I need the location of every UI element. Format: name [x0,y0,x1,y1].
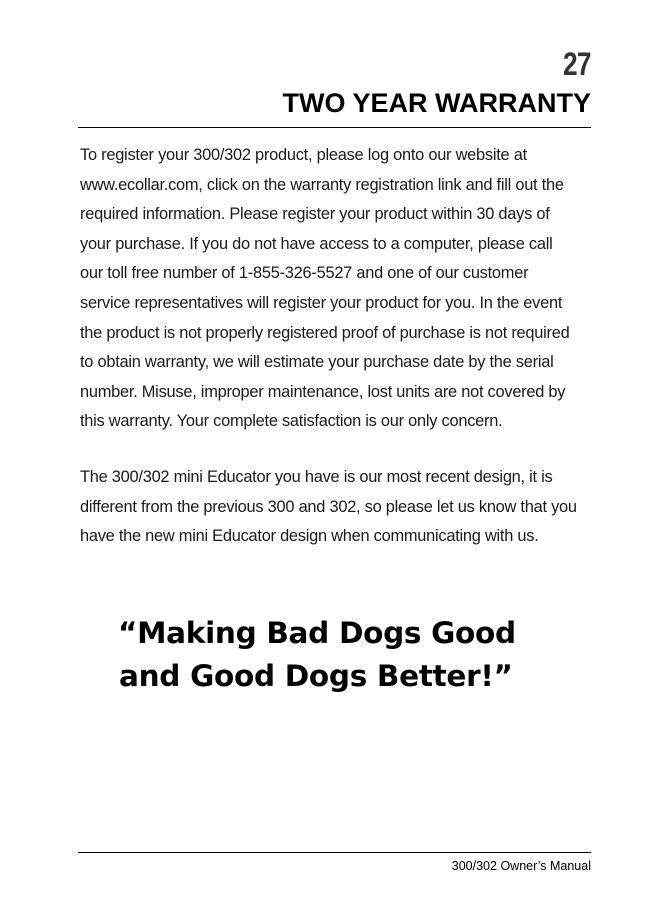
warranty-registration-paragraph [80,141,600,437]
footer-divider [78,852,591,853]
paragraph-line: The 300/302 mini Educator you have is our most recent design, it is [80,468,553,486]
paragraph-line: To register your 300/302 product, please log onto our website at [80,146,527,164]
paragraph-line: required information. Please register your product within 30 days of [80,205,550,224]
slogan-line-1: “Making Bad Dogs Good [118,616,516,650]
paragraph-line: www.ecollar.com, click on the warranty registration link and fill out the [80,175,564,194]
mini-educator-design-paragraph [80,463,600,552]
paragraph-line: number. Misuse, improper maintenance, lost units are not covered by [80,382,566,401]
slogan-line-2: and Good Dogs Better!” [119,659,513,693]
paragraph-line: your purchase. If you do not have access to a computer, please call [80,234,553,253]
page-title: TWO YEAR WARRANTY [282,88,591,118]
slogan [118,612,558,698]
paragraph-line: different from the previous 300 and 302, so please let us know that you [80,497,577,516]
paragraph-line: this warranty. Your complete satisfaction is our only concern. [80,412,503,431]
paragraph-line: to obtain warranty, we will estimate your purchase date by the serial [80,353,554,372]
paragraph-line: service representatives will register your product for you. In the event [80,293,563,312]
header-divider [78,127,591,128]
footer-manual-title: 300/302 Owner’s Manual [451,859,591,873]
paragraph-line: have the new mini Educator design when communicating with us. [80,527,539,546]
page-number: 27 [563,46,591,82]
paragraph-line: the product is not properly registered proof of purchase is not required [80,323,570,342]
paragraph-line: our toll free number of 1-855-326-5527 and one of our customer [80,264,529,283]
